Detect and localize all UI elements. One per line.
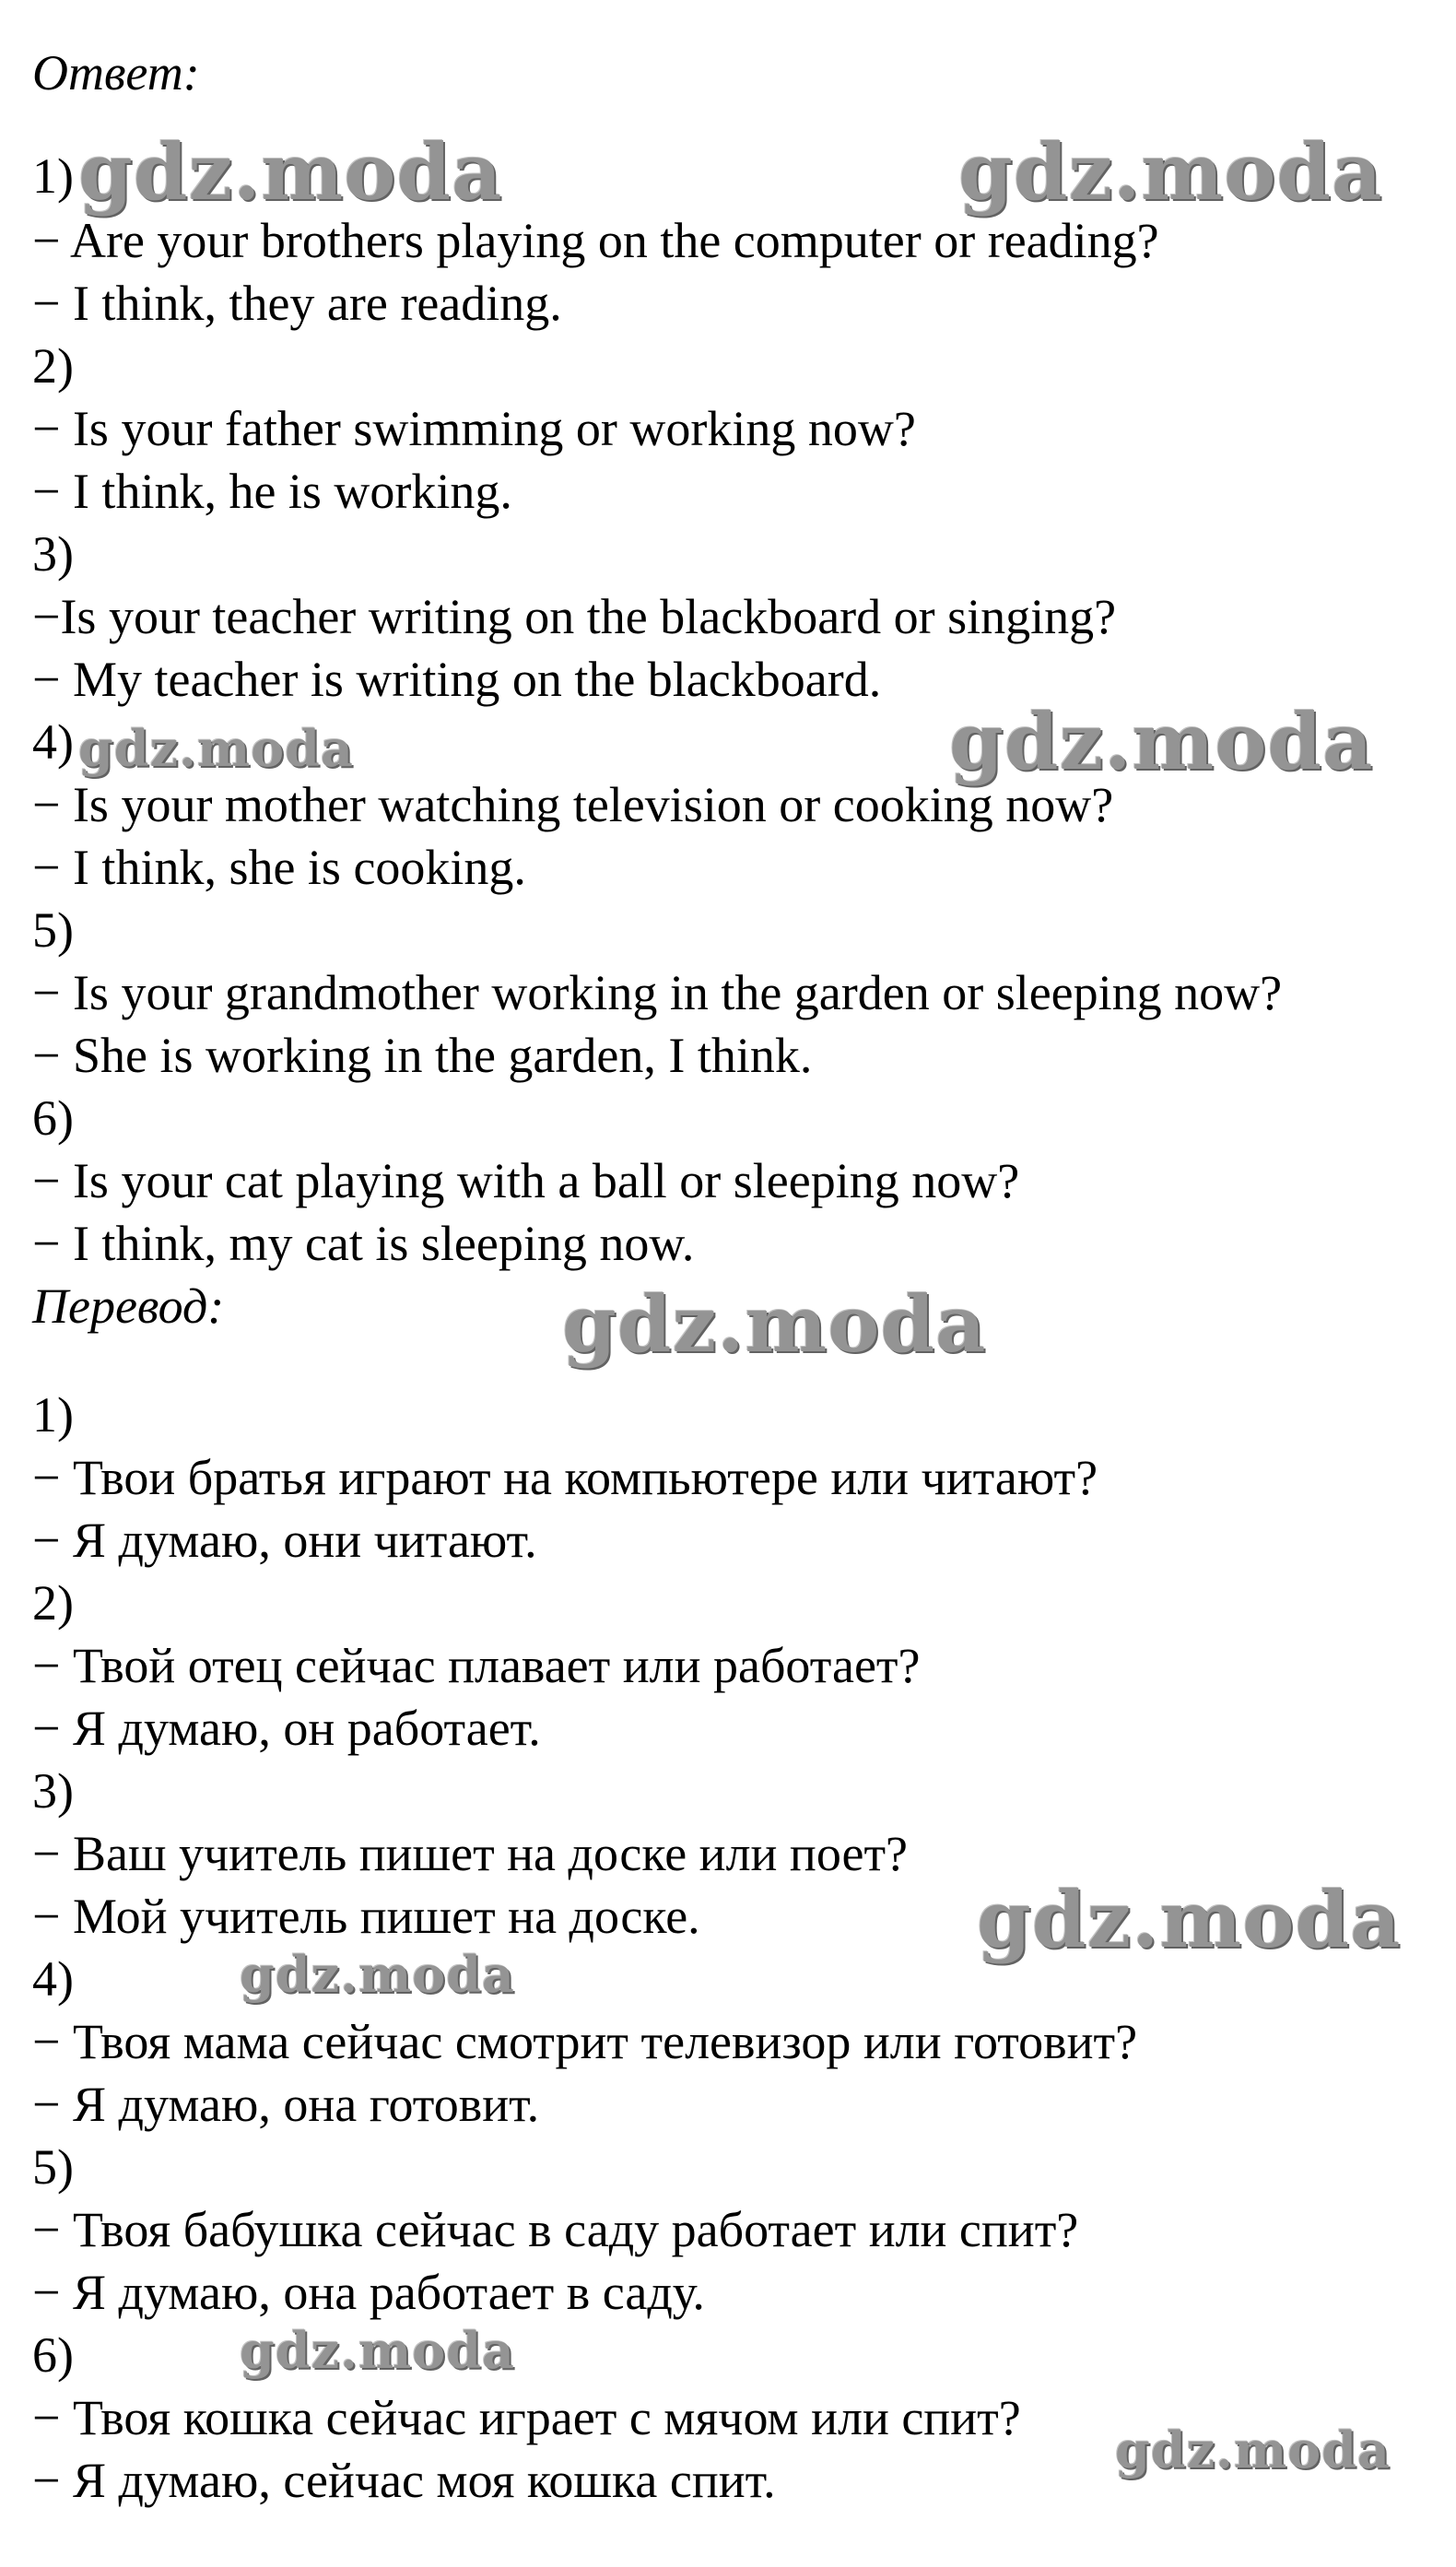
- answer-question-5: − Is your grandmother working in the garden or sleeping now?: [32, 965, 1283, 1020]
- translation-question-5: − Твоя бабушка сейчас в саду работает или спит?: [32, 2202, 1079, 2257]
- watermark: gdz.moda: [78, 126, 503, 218]
- translation-heading: Перевод:: [32, 1278, 225, 1334]
- answer-question-3: −Is your teacher writing on the blackboard or singing?: [32, 589, 1117, 644]
- translation-number-2: 2): [32, 1575, 74, 1631]
- translation-question-2: − Твой отец сейчас плавает или работает?: [32, 1638, 921, 1693]
- translation-reply-2: − Я думаю, он работает.: [32, 1701, 541, 1756]
- answer-reply-5: − She is working in the garden, I think.: [32, 1028, 813, 1083]
- translation-number-6: 6): [32, 2327, 74, 2383]
- answer-question-4: − Is your mother watching television or cooking now?: [32, 777, 1114, 832]
- answer-reply-1: − I think, they are reading.: [32, 276, 562, 331]
- translation-reply-3: − Мой учитель пишет на доске.: [32, 1889, 700, 1944]
- answer-reply-2: − I think, he is working.: [32, 464, 512, 519]
- watermark: gdz.moda: [562, 1278, 987, 1370]
- watermark: gdz.moda: [78, 719, 354, 778]
- translation-number-1: 1): [32, 1387, 74, 1442]
- answer-number-6: 6): [32, 1090, 74, 1146]
- answer-question-2: − Is your father swimming or working now?: [32, 401, 916, 456]
- watermark: gdz.moda: [1115, 2420, 1391, 2479]
- watermark: gdz.moda: [977, 1874, 1402, 1965]
- answer-number-5: 5): [32, 902, 74, 958]
- watermark: gdz.moda: [949, 696, 1374, 787]
- translation-question-1: − Твои братья играют на компьютере или читают?: [32, 1450, 1098, 1505]
- translation-number-5: 5): [32, 2139, 74, 2195]
- answer-question-6: − Is your cat playing with a ball or sleeping now?: [32, 1153, 1020, 1208]
- translation-question-3: − Ваш учитель пишет на доске или поет?: [32, 1826, 909, 1881]
- translation-question-6: − Твоя кошка сейчас играет с мячом или спит?: [32, 2390, 1021, 2445]
- answer-number-4: 4): [32, 714, 74, 770]
- watermark: gdz.moda: [240, 1945, 515, 2004]
- translation-number-3: 3): [32, 1763, 74, 1819]
- answer-question-1: − Are your brothers playing on the computer or reading?: [32, 213, 1159, 268]
- translation-number-4: 4): [32, 1951, 74, 2007]
- translation-reply-5: − Я думаю, она работает в саду.: [32, 2265, 705, 2320]
- answer-reply-4: − I think, she is cooking.: [32, 840, 526, 895]
- translation-reply-6: − Я думаю, сейчас моя кошка спит.: [32, 2453, 776, 2508]
- answer-reply-6: − I think, my cat is sleeping now.: [32, 1216, 695, 1271]
- answer-number-1: 1): [32, 148, 74, 204]
- translation-reply-1: − Я думаю, они читают.: [32, 1513, 537, 1568]
- watermark: gdz.moda: [240, 2321, 515, 2380]
- translation-reply-4: − Я думаю, она готовит.: [32, 2077, 540, 2132]
- answer-reply-3: − My teacher is writing on the blackboard.: [32, 652, 882, 707]
- answer-heading: Ответ:: [32, 45, 200, 100]
- watermark: gdz.moda: [958, 126, 1383, 218]
- answer-number-2: 2): [32, 338, 74, 394]
- answer-number-3: 3): [32, 526, 74, 582]
- translation-question-4: − Твоя мама сейчас смотрит телевизор или готовит?: [32, 2014, 1138, 2069]
